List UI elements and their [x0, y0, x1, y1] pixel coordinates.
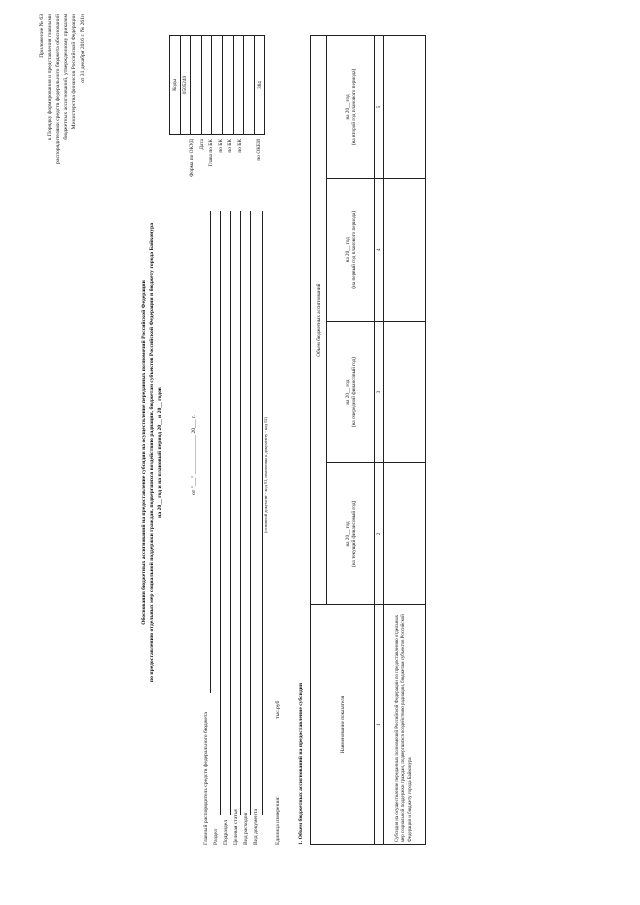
col-num-4: 4	[375, 178, 384, 321]
codes-table	[169, 35, 265, 135]
year-label: на 20__ год	[344, 237, 351, 263]
field-main-manager: Главный распорядитель средств федерального бюджета	[203, 712, 209, 845]
codes-label: по ОКЕИ	[256, 139, 263, 161]
codes-labels	[188, 139, 265, 285]
col-num-5: 5	[375, 36, 384, 179]
field-expense-type-line[interactable]	[250, 211, 251, 815]
field-target-item: Целевая статья	[233, 809, 239, 845]
appendix-line: распорядителями средств федерального бюджета обоснований	[55, 14, 62, 164]
code-bk-1[interactable]	[212, 36, 223, 135]
appendix-line: от 31 декабря 2016 г. № 261н	[79, 14, 86, 83]
year-note: (на второй год планового периода)	[350, 68, 357, 146]
field-target-item-line[interactable]	[240, 211, 241, 815]
title-line-3: на 20__ год и на плановый период 20__ и 20__ годов	[157, 387, 164, 518]
row-subsidy-name: Субсидия на осуществление переданных полномочий Российской Федерации по предоставлению отдельных мер социальной поддержки граждан, подвергшихся воздействию радиации, бюджетам субъектов Российской Федерации и бюджету города Байконура	[384, 605, 426, 845]
year-label: на 20__ год	[344, 94, 351, 120]
codes-label: Дата	[198, 139, 205, 150]
field-doc-type: Вид документа	[253, 809, 259, 845]
row-subsidy-value-3[interactable]	[384, 321, 426, 463]
appendix-line: Приложение № 63	[39, 14, 45, 58]
row-subsidy-value-2[interactable]	[384, 463, 426, 605]
year-note: (на текущий финансовый год)	[350, 500, 357, 568]
codes-label: Глава по БК	[208, 139, 215, 167]
codes-label: Форма по ОКУД	[189, 139, 195, 177]
doc-type-note: (основной документ - код 01, изменения к документу - код 02)	[263, 416, 268, 534]
appendix-line: бюджетных ассигнований, утвержденному приказом	[63, 14, 70, 140]
codes-label: по БК	[227, 139, 234, 153]
codes-label: по БК	[217, 139, 224, 153]
section1-heading: 1. Объем бюджетных ассигнований на предоставление субсидии	[298, 682, 304, 845]
field-expense-type: Вид расходов	[243, 812, 249, 845]
field-subsection: Подраздел	[223, 819, 229, 845]
title-line-2: по предоставлению отдельных мер социальной поддержки граждан, подвергшихся воздействию радиации, бюджетам субъектов Российской Федерации и бюджету города Байконура	[149, 222, 156, 683]
col-header-year-2	[327, 463, 375, 605]
appendix-line: Министерства финансов Российской Федерации	[71, 14, 78, 130]
form-title	[140, 30, 164, 875]
year-label: на 20__ год	[344, 379, 351, 405]
col-num-2: 2	[375, 463, 384, 605]
codes-label: по БК	[236, 139, 243, 153]
code-blank[interactable]	[244, 36, 255, 135]
field-main-manager-line[interactable]	[210, 211, 211, 693]
col-num-1: 1	[375, 605, 384, 845]
col-num-3: 3	[375, 321, 384, 463]
year-note: (на первый год планового периода)	[350, 210, 357, 289]
form-date: от "___" ______________ 20___ г.	[191, 415, 197, 495]
title-line-1: Обоснования бюджетных ассигнований на предоставление субсидии на осуществление переданных полномочий Российской Федерации	[141, 280, 147, 625]
code-bk-3[interactable]	[233, 36, 244, 135]
col-header-year-3	[327, 321, 375, 463]
year-label: на 20__ год	[344, 521, 351, 547]
codes-header: Коды	[170, 36, 181, 135]
unit-label: Единица измерения:	[275, 796, 281, 845]
col-header-name: Наименование показателя	[311, 605, 375, 845]
field-subsection-line[interactable]	[230, 211, 231, 815]
appendix-block	[38, 14, 87, 164]
col-header-group: Объем бюджетных ассигнований	[311, 36, 327, 605]
col-header-year-5	[327, 36, 375, 179]
code-glava[interactable]	[201, 36, 212, 135]
appendix-line: к Порядку формирования и представления главными	[47, 14, 54, 141]
field-section: Раздел	[213, 829, 219, 845]
allocation-table	[310, 35, 426, 845]
row-subsidy-value-5[interactable]	[384, 36, 426, 179]
code-okei[interactable]: 384	[254, 36, 265, 135]
row-subsidy-value-4[interactable]	[384, 178, 426, 321]
field-section-line[interactable]	[220, 211, 221, 815]
code-bk-2[interactable]	[222, 36, 233, 135]
unit-value: тыс.руб	[275, 700, 281, 719]
code-date[interactable]	[191, 36, 202, 135]
col-header-year-4	[327, 178, 375, 321]
year-note: (на очередной финансовый год)	[350, 357, 357, 428]
code-okud[interactable]: 0505240	[180, 36, 191, 135]
